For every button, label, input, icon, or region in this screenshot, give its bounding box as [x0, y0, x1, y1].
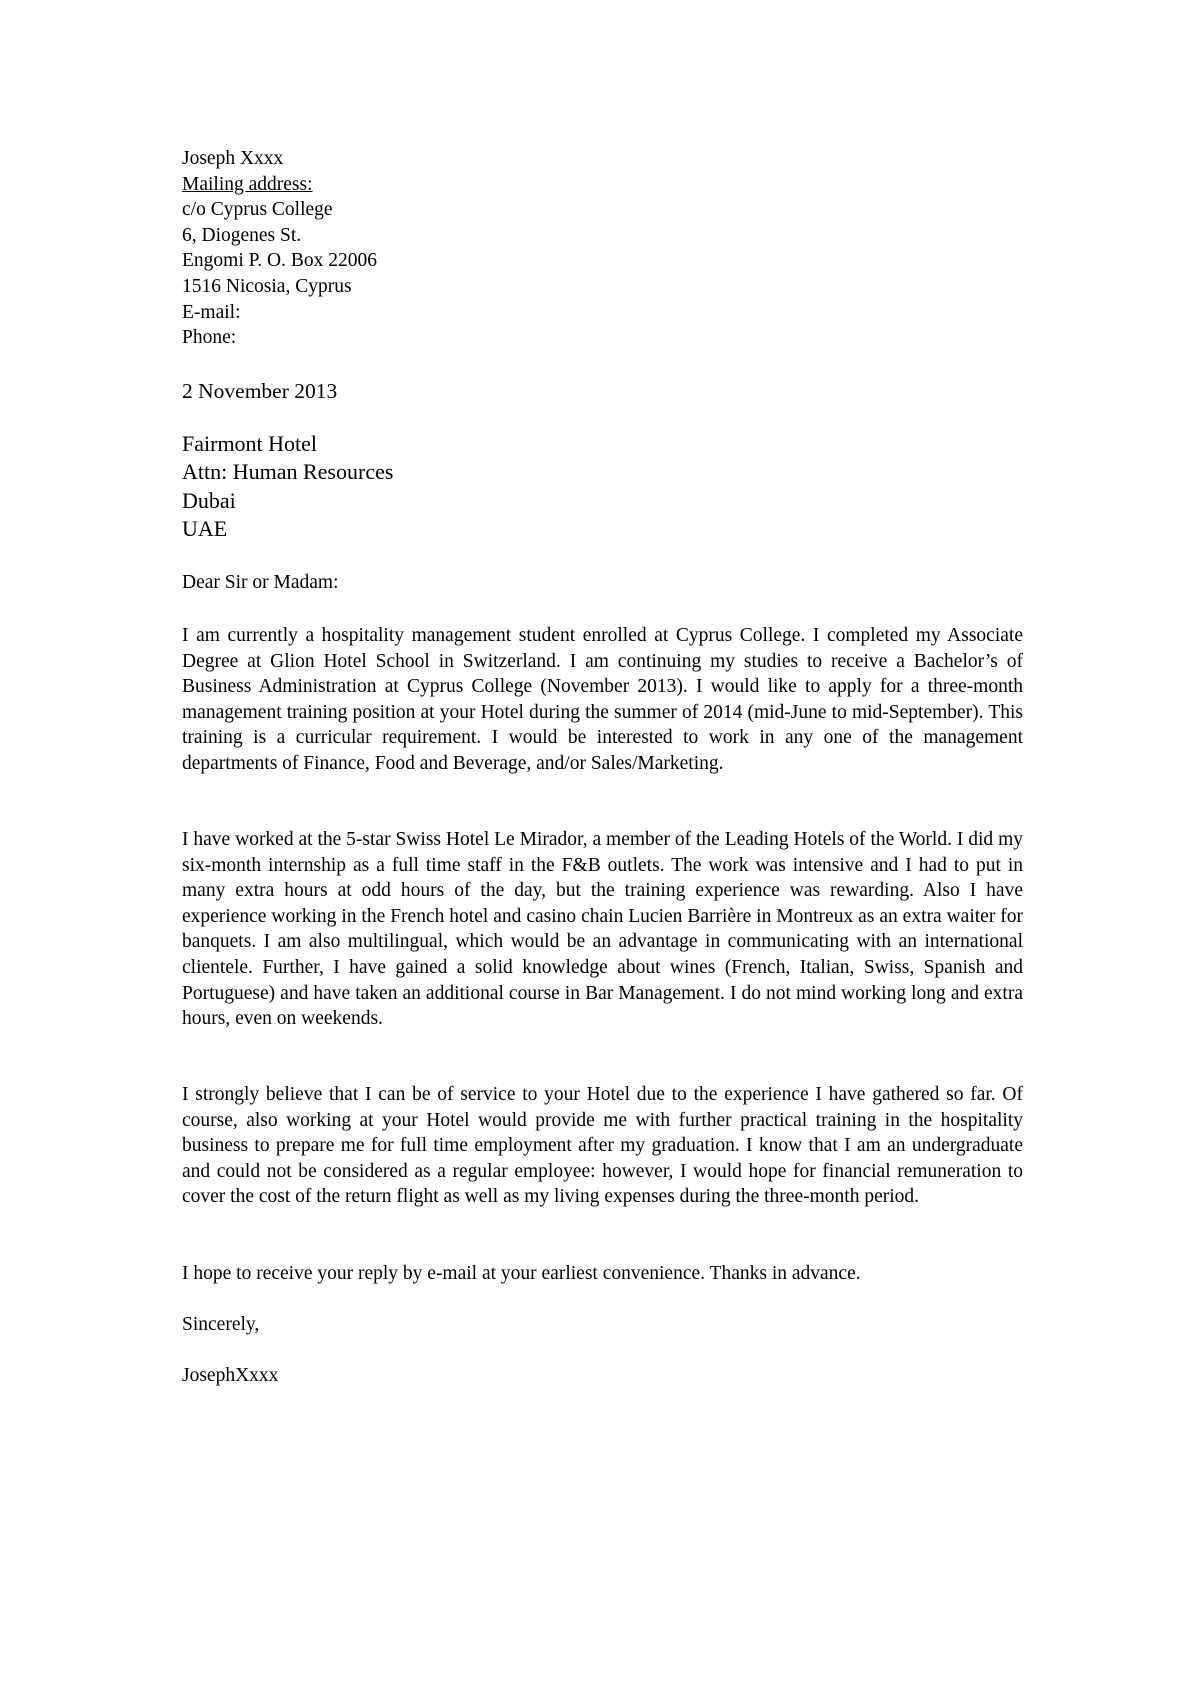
sender-address-line: 6, Diogenes St.: [182, 224, 302, 246]
sender-address-line: c/o Cyprus College: [182, 199, 333, 221]
email-label: E-mail:: [182, 301, 241, 323]
signature: JosephXxxx: [182, 1365, 279, 1386]
letter-date: 2 November 2013: [182, 379, 338, 403]
recipient-line: Dubai: [182, 487, 236, 513]
sender-address-line: Engomi P. O. Box 22006: [182, 250, 378, 272]
valediction: Sincerely,: [182, 1314, 260, 1335]
body-paragraph-3: I strongly believe that I can be of service to your Hotel due to the experience I have gathered so far. Of course, also working at your Hotel would provide me with further practical training in the hospitality business to prepare me for full time employment after my graduation. I know that I am an undergraduate and could not be considered as a regular employee: however, I would hope for financial remuneration to cover the cost of the return flight as well as my living expenses during the three-month period.: [182, 1084, 1023, 1208]
recipient-block: [182, 430, 393, 543]
recipient-line: Fairmont Hotel: [182, 431, 318, 456]
body-paragraph-1: I am currently a hospitality management student enrolled at Cyprus College. I completed my Associate Degree at Glion Hotel School in Switzerland. I am continuing my studies to receive a Bachelor’s of Business Administration at Cyprus College (November 2013). I would like to apply for a three-month management training position at your Hotel during the summer of 2014 (mid-June to mid-September). This training is a curricular requirement. I would be interested to work in any one of the management departments of Finance, Food and Beverage, and/or Sales/Marketing.: [182, 625, 1023, 774]
recipient-line: Attn: Human Resources: [182, 459, 394, 485]
recipient-line: UAE: [182, 515, 228, 541]
salutation: Dear Sir or Madam:: [182, 572, 339, 593]
body-paragraph-2: I have worked at the 5-star Swiss Hotel Le Mirador, a member of the Leading Hotels of the World. I did my six-month internship as a full time staff in the F&B outlets. The work was intensive and I had to put in many extra hours at odd hours of the day, but the training experience was rewarding. Also I have experience working in the French hotel and casino chain Lucien Barrière in Montreux as an extra waiter for banquets. I am also multilingual, which would be an advantage in communicating with an international clientele. Further, I have gained a solid knowledge about wines (French, Italian, Swiss, Spanish and Portuguese) and have taken an additional course in Bar Management. I do not mind working long and extra hours, even on weekends.: [182, 829, 1023, 1030]
phone-label: Phone:: [182, 327, 237, 349]
sender-block: [182, 146, 682, 351]
mailing-address-label: Mailing address:: [182, 173, 313, 195]
sender-name: Joseph Xxxx: [182, 148, 284, 169]
body-paragraph-4: I hope to receive your reply by e-mail at your earliest convenience. Thanks in advance.: [182, 1263, 861, 1284]
sender-address-line: 1516 Nicosia, Cyprus: [182, 275, 352, 297]
